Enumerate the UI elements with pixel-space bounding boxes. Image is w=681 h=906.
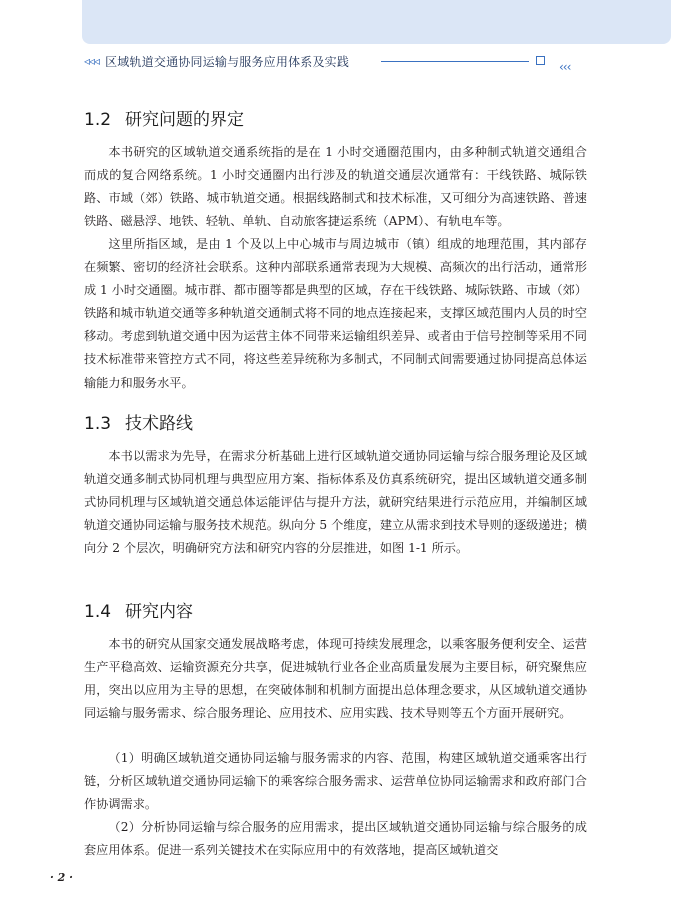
paragraph: 本书的研究从国家交通发展战略考虑，体现可持续发展理念，以乘客服务便利安全、运营生产平稳高效、运输资源充分共享，促进城轨行业各企业高质量发展为主要目标，研究聚焦应用，突出以应用为主导的思想，在突破体制和机制方面提出总体理念要求，从区域轨道交通协同运输与服务需求、综合服务理论、应用技术、应用实践、技术导则等五个方面开展研究。 xyxy=(84,637,587,721)
section-title: 技术路线 xyxy=(125,414,194,434)
paragraph: （2）分析协同运输与综合服务的应用需求，提出区域轨道交通协同运输与综合服务的成套应用体系。促进一系列关键技术在实际应用中的有效落地，提高区域轨道交 xyxy=(84,820,587,858)
page-number: · 2 · xyxy=(50,871,73,884)
section-heading-1-3 xyxy=(84,409,193,434)
paragraph: 这里所指区域，是由 1 个及以上中心城市与周边城市（镇）组成的地理范围，其内部存在频繁、密切的经济社会联系。这种内部联系通常表现为大规模、高频次的出行活动，通常形成 1 小时交通圈。城市群、都市圈等都是典型的区域，存在干线铁路、城际铁路、市域（郊）铁路和城市轨道交通等多种轨道交通制式将不同的地点连接起来，支撑区域范围内人员的时空移动。考虑到轨道交通中因为运营主体不同带来运输组织差异、或者由于信号控制等采用不同技术标准带来管控方式不同，将这些差异统称为多制式，不同制式间需要通过协同提高总体运输能力和服务水平。 xyxy=(84,237,588,390)
header-band xyxy=(82,0,671,44)
section-number: 1.2 xyxy=(84,110,112,130)
section-number: 1.3 xyxy=(84,414,112,434)
section-heading-1-4 xyxy=(84,597,193,622)
paragraph: 本书研究的区域轨道交通系统指的是在 1 小时交通圈范围内，由多种制式轨道交通组合而成的复合网络系统。1 小时交通圈内出行涉及的轨道交通层次通常有：干线铁路、城际铁路、市域（郊）铁路、城市轨道交通。根据线路制式和技术标准，又可细分为高速铁路、普速铁路、磁悬浮、地铁、轻轨、单轨、自动旅客捷运系统（APM）、有轨电车等。 xyxy=(84,145,587,229)
paragraph: （1）明确区域轨道交通协同运输与服务需求的内容、范围，构建区域轨道交通乘客出行链，分析区域轨道交通协同运输下的乘客综合服务需求、运营单位协同运输需求和政府部门合作协调需求。 xyxy=(84,751,587,812)
right-chevrons-icon: ‹‹‹ xyxy=(559,60,571,74)
running-head xyxy=(84,52,674,74)
running-head-title: 区域轨道交通协同运输与服务应用体系及实践 xyxy=(105,54,350,69)
section-heading-1-2 xyxy=(84,105,244,130)
section-title: 研究问题的界定 xyxy=(125,110,245,130)
section-number: 1.4 xyxy=(84,602,112,622)
square-icon xyxy=(536,56,545,65)
section-title: 研究内容 xyxy=(125,602,194,622)
running-head-rule xyxy=(381,61,529,62)
paragraph: 本书以需求为先导，在需求分析基础上进行区域轨道交通协同运输与综合服务理论及区域轨道交通多制式协同机理与典型应用方案、指标体系及仿真系统研究，提出区域轨道交通多制式协同机理与区域轨道交通总体运能评估与提升方法，就研究结果进行示范应用，并编制区域轨道交通协同运输与服务技术规范。纵向分 5 个维度，建立从需求到技术导则的逐级递进；横向分 2 个层次，明确研究方法和研究内容的分层推进，如图 1-1 所示。 xyxy=(84,449,588,556)
left-chevrons-icon: ◃◃◃ xyxy=(84,54,100,68)
